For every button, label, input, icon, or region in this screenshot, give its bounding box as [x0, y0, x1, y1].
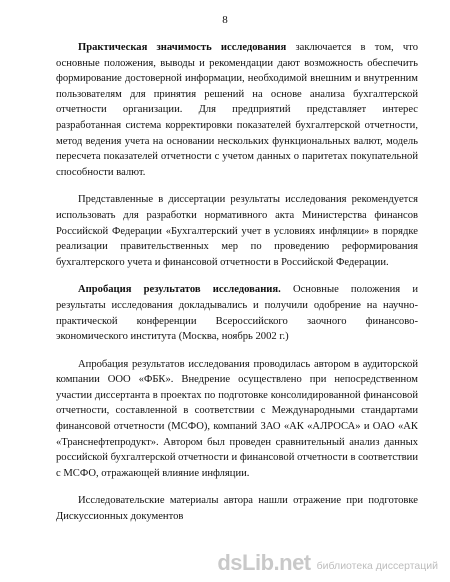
paragraph-approbation-company — [56, 357, 418, 482]
watermark-caption: библиотека диссертаций — [316, 560, 438, 572]
paragraph-lead: Практическая значимость исследования — [78, 42, 287, 53]
paragraph-text: Исследовательские материалы автора нашли отражение при подготовке Дискуссионных документов — [56, 495, 418, 523]
paragraph-text: заключается в том, что основные положения, выводы и рекомендации дают возможность обеспечить формирование достоверной информации, необходимой внешним и внутренним пользователям для принятия решений на основе анализа бухгалтерской отчетности организации. Для предприятий представляет интерес разработанная система корректировки показателей бухгалтерской отчетности, метод ведения учета на основании нескольких функциональных валют, модель пересчета показателей отчетности с учетом данных о паритетах покупательной способности валют. — [56, 42, 418, 178]
document-body — [56, 40, 418, 537]
watermark-logo: dsLib.net — [217, 550, 311, 575]
watermark — [217, 552, 438, 574]
paragraph-practical-significance — [56, 40, 418, 180]
paragraph-research-materials — [56, 493, 418, 524]
page-number: 8 — [222, 14, 228, 26]
paragraph-recommendations — [56, 192, 418, 270]
paragraph-text: Представленные в диссертации результаты исследования рекомендуется использовать для разработки нормативного акта Министерства финансов Российской Федерации «Бухгалтерский учет в условиях инфляции» в порядке реализации правительственных мер по проведению реформирования бухгалтерского учета и финансовой отчетности в Российской Федерации. — [56, 194, 418, 268]
paragraph-text: Основные положения и результаты исследования докладывались и получили одобрение на научно-практической конференции Всероссийского заочного финансово-экономического института (Москва, ноябрь 2002 г.) — [56, 284, 418, 343]
paragraph-text: Апробация результатов исследования проводилась автором в аудиторской компании ООО «ФБК». Внедрение осуществлено при непосредственном участии диссертанта в проектах по подготовке консолидированной финансовой отчетности, составленной в соответствии с Международными стандартами финансовой отчетности (МСФО), компаний ЗАО «АК «АЛРОСА» и ОАО «АК «Транснефтепродукт». Автором был проведен сравнительный анализ данных российской бухгалтерской отчетности и финансовой отчетности в соответствии с МСФО, отражающей влияние инфляции. — [56, 358, 418, 479]
paragraph-approbation — [56, 282, 418, 344]
paragraph-lead: Апробация результатов исследования. — [78, 284, 281, 296]
